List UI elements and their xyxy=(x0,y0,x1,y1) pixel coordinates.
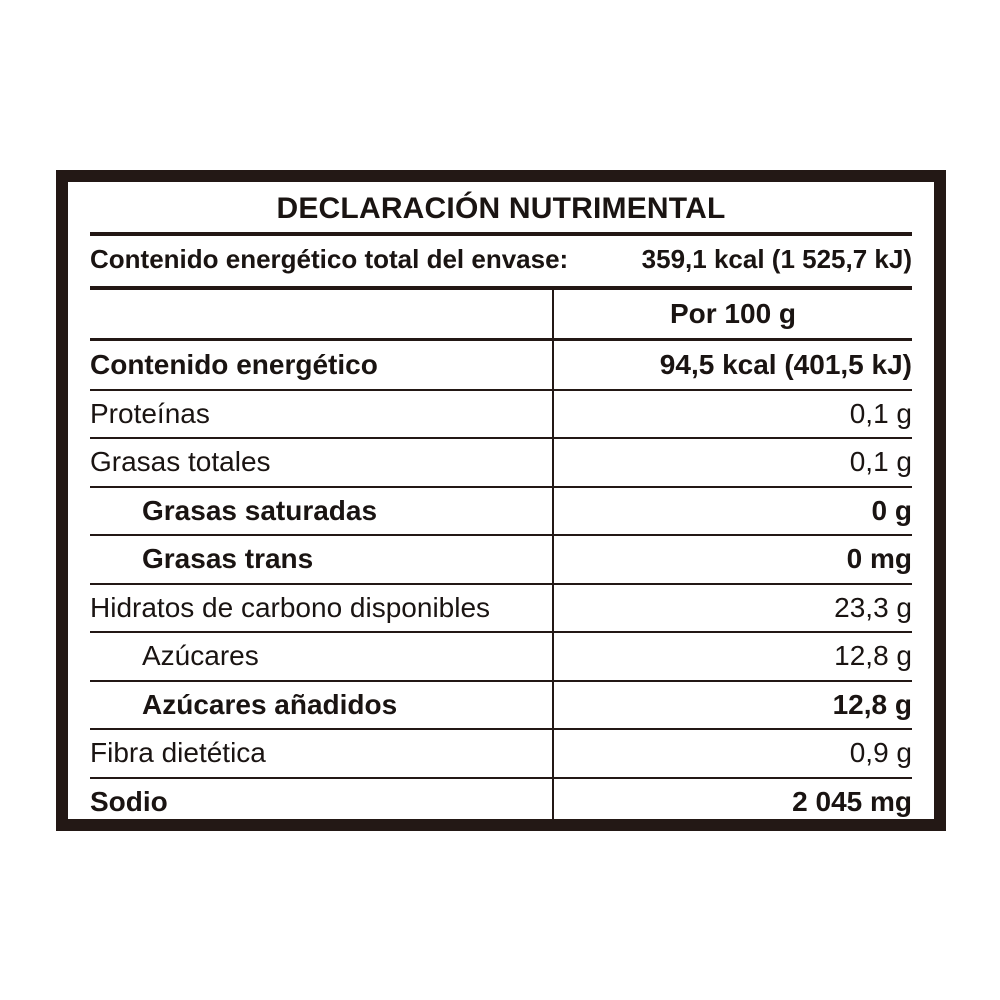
nutrient-name: Hidratos de carbono disponibles xyxy=(90,591,491,623)
nutrient-row xyxy=(90,632,912,680)
nutrient-row xyxy=(90,535,912,583)
energy-total-row xyxy=(90,235,912,283)
nutrient-name: Azúcares xyxy=(142,640,259,671)
nutrition-label-frame xyxy=(56,170,946,831)
label-title: DECLARACIÓN NUTRIMENTAL xyxy=(276,192,726,225)
nutrient-name: Fibra dietética xyxy=(90,737,266,768)
nutrient-value: 12,8 g xyxy=(834,640,912,671)
nutrient-value: 0 mg xyxy=(846,543,912,574)
nutrient-value: 23,3 g xyxy=(834,591,912,623)
energy-total-label: Contenido energético total del envase: xyxy=(90,244,569,274)
nutrient-name: Grasas totales xyxy=(90,446,271,477)
nutrient-row xyxy=(90,729,912,777)
nutrient-row xyxy=(90,341,912,389)
nutrient-value: 0 g xyxy=(871,494,912,526)
nutrient-row xyxy=(90,390,912,438)
nutrient-value: 0,1 g xyxy=(849,446,912,477)
nutrient-row xyxy=(90,778,912,826)
energy-total-value: 359,1 kcal (1 525,7 kJ) xyxy=(641,244,912,274)
nutrient-value: 12,8 g xyxy=(832,688,912,720)
nutrient-row xyxy=(90,487,912,535)
nutrient-value: 94,5 kcal (401,5 kJ) xyxy=(659,349,912,380)
nutrient-name: Azúcares añadidos xyxy=(142,688,398,720)
nutrient-row xyxy=(90,438,912,486)
column-header-row xyxy=(90,290,912,338)
nutrient-row xyxy=(90,584,912,632)
nutrient-name: Contenido energético xyxy=(90,349,378,380)
nutrient-name: Sodio xyxy=(90,785,168,817)
nutrient-value: 0,1 g xyxy=(849,397,912,429)
nutrient-name: Grasas trans xyxy=(142,543,314,574)
nutrient-row xyxy=(90,681,912,729)
column-header: Por 100 g xyxy=(669,298,797,329)
nutrient-value: 0,9 g xyxy=(849,737,912,768)
nutrient-value: 2 045 mg xyxy=(792,785,912,817)
nutrient-name: Grasas saturadas xyxy=(142,494,378,526)
nutrient-name: Proteínas xyxy=(90,397,210,429)
nutrition-label xyxy=(68,182,934,819)
